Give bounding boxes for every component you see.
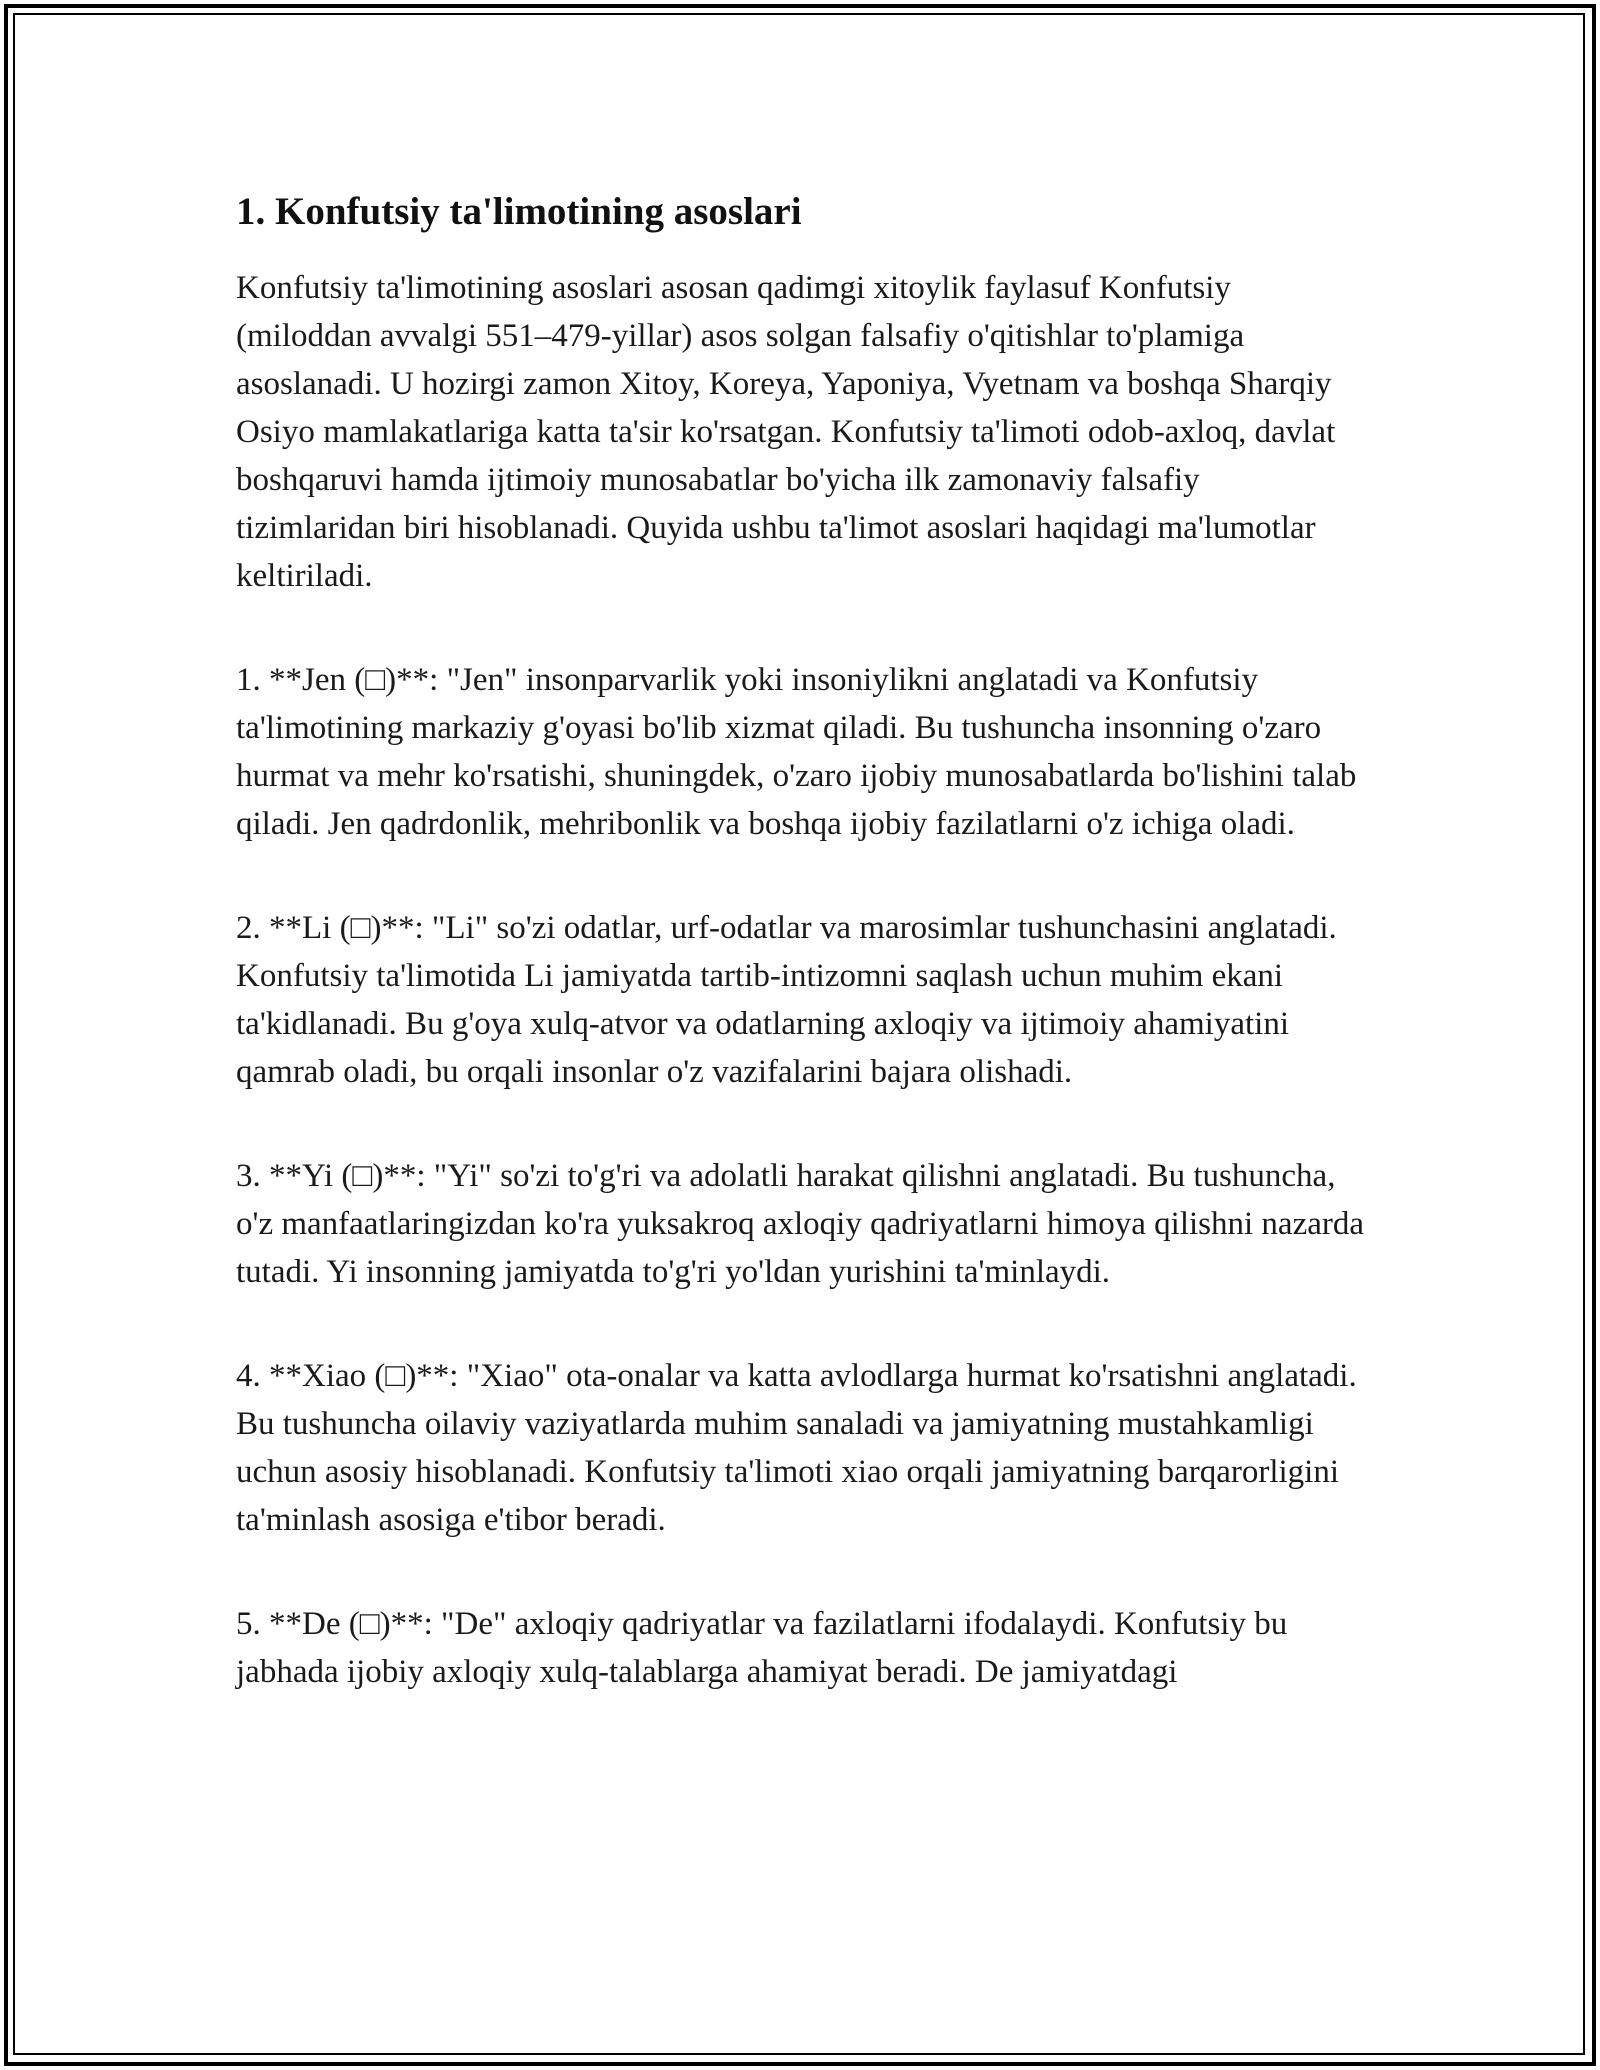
- paragraph-de: 5. **De (□)**: "De" axloqiy qadriyatlar va fazilatlarni ifodalaydi. Konfutsiy bu jabhada ijobiy axloqiy xulq-talablarga ahamiyat beradi. De jamiyatdagi: [236, 1606, 1288, 1690]
- paragraph-yi: 3. **Yi (□)**: "Yi" so'zi to'g'ri va adolatli harakat qilishni anglatadi. Bu tushuncha, o'z manfaatlaringizdan ko'ra yuksakroq axloqiy qadriyatlarni himoya qilishni nazarda tutadi. Yi insonning jamiyatda to'g'ri yo'ldan yurishini ta'minlaydi.: [236, 1158, 1365, 1290]
- paragraph-jen: 1. **Jen (□)**: "Jen" insonparvarlik yoki insoniylikni anglatadi va Konfutsiy ta'limotining markaziy g'oyasi bo'lib xizmat qiladi. Bu tushuncha insonning o'zaro hurmat va mehr ko'rsatishi, shuningdek, o'zaro ijobiy munosabatlarda bo'lishini talab qiladi. Jen qadrdonlik, mehribonlik va boshqa ijobiy fazilatlarni o'z ichiga oladi.: [236, 662, 1357, 842]
- paragraph-li: 2. **Li (□)**: "Li" so'zi odatlar, urf-odatlar va marosimlar tushunchasini anglatadi. Konfutsiy ta'limotida Li jamiyatda tartib-intizomni saqlash uchun muhim ekani ta'kidlanadi. Bu g'oya xulq-atvor va odatlarning axloqiy va ijtimoiy ahamiyatini qamrab oladi, bu orqali insonlar o'z vazifalarini bajara olishadi.: [236, 910, 1337, 1090]
- section-heading: 1. Konfutsiy ta'limotining asoslari: [236, 190, 802, 233]
- paragraph-xiao: 4. **Xiao (□)**: "Xiao" ota-onalar va katta avlodlarga hurmat ko'rsatishni anglatadi. Bu tushuncha oilaviy vaziyatlarda muhim sanaladi va jamiyatning mustahkamligi uchun asosiy hisoblanadi. Konfutsiy ta'limoti xiao orqali jamiyatning barqarorligini ta'minlash asosiga e'tibor beradi.: [236, 1358, 1357, 1538]
- intro-paragraph: Konfutsiy ta'limotining asoslari asosan qadimgi xitoylik faylasuf Konfutsiy (miloddan avvalgi 551–479-yillar) asos solgan falsafiy o'qitishlar to'plamiga asoslanadi. U hozirgi zamon Xitoy, Koreya, Yaponiya, Vyetnam va boshqa Sharqiy Osiyo mamlakatlariga katta ta'sir ko'rsatgan. Konfutsiy ta'limoti odob-axloq, davlat boshqaruvi hamda ijtimoiy munosabatlar bo'yicha ilk zamonaviy falsafiy tizimlaridan biri hisoblanadi. Quyida ushbu ta'limot asoslari haqidagi ma'lumotlar keltiriladi.: [236, 270, 1336, 594]
- document-body: [236, 186, 1366, 1752]
